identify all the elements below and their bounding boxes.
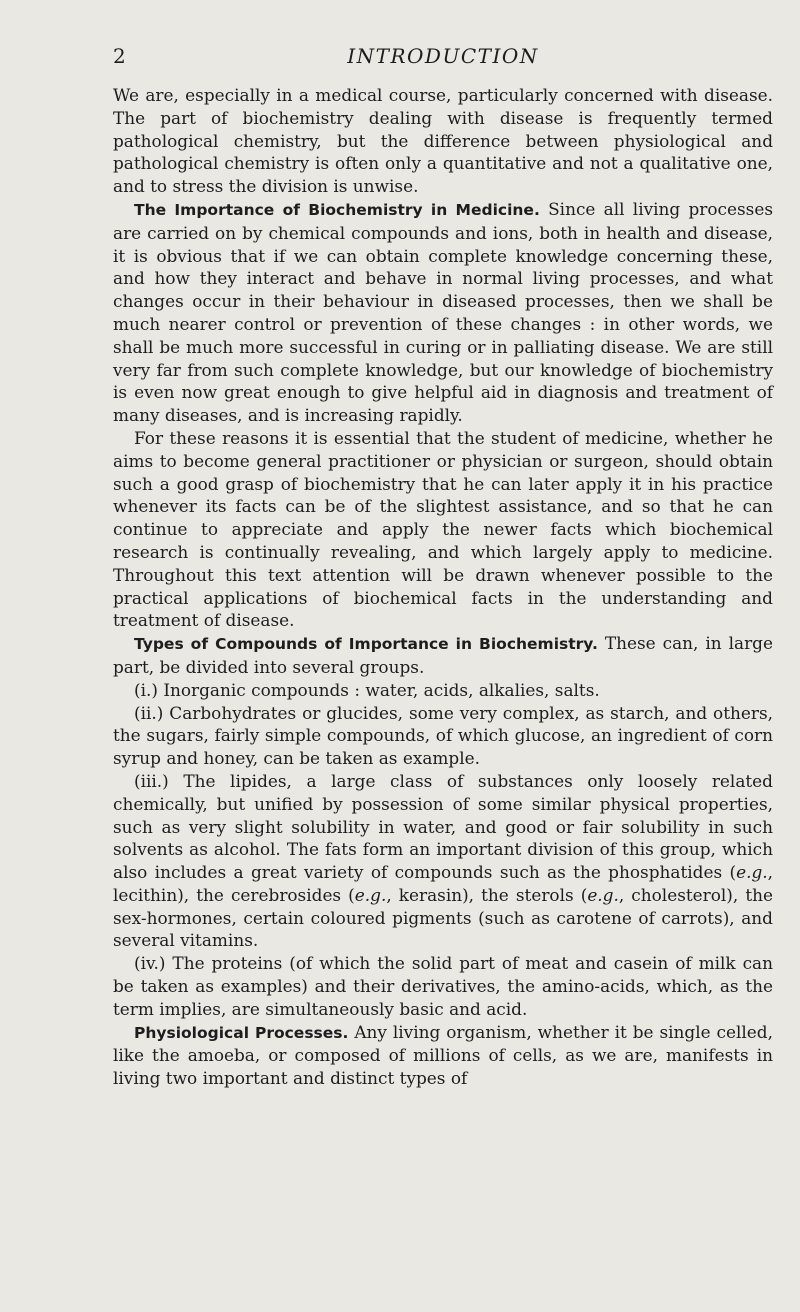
running-title: INTRODUCTION — [347, 44, 539, 68]
paragraph-physiological: Physiological Processes. Any living organism, whether it be single celled, like the amoeba, or composed of millions of cells, as we are, manifests in living two important and distinct types of — [113, 1021, 773, 1089]
section-heading-types: Types of Compounds of Importance in Biochemistry. — [134, 635, 598, 654]
section-heading-physiological: Physiological Processes. — [134, 1023, 349, 1042]
paragraph-reasons: For these reasons it is essential that the student of medicine, whether he aims to become general practitioner or physician or surgeon, should obtain such a good grasp of biochemistry that he can later apply it in his practice whenever its facts can be of the slightest assistance, and so that he can continue to appreciate and apply the newer facts which biochemical research is continually revealing, and which largely apply to medicine. Throughout this text attention will be drawn whenever possible to the practical applications of biochemical facts in the understanding and treatment of disease. — [113, 427, 773, 631]
list-item-carbohydrates: (ii.) Carbohydrates or glucides, some very complex, as starch, and others, the sugars, fairly simple compounds, of which glucose, an ingredient of corn syrup and honey, can be taken as example. — [113, 702, 773, 769]
page-number: 2 — [113, 44, 127, 68]
list-item-inorganic: (i.) Inorganic compounds : water, acids, alkalies, salts. — [134, 679, 600, 700]
body-text — [113, 84, 773, 1090]
paragraph-importance: The Importance of Biochemistry in Medicine. Since all living processes are carried on by chemical compounds and ions, both in health and disease, it is obvious that if we can obtain complete knowledge concerning these, and how they interact and behave in normal living processes, and what changes occur in their behaviour in diseased processes, then we shall be much nearer control or prevention of these changes : in other words, we shall be much more successful in curing or in palliating disease. We are still very far from such complete knowledge, but our knowledge of biochemistry is even now great enough to give helpful aid in diagnosis and treatment of many diseases, and is increasing rapidly. — [113, 198, 774, 426]
page-header — [113, 44, 773, 72]
list-item-proteins: (iv.) The proteins (of which the solid part of meat and casein of milk can be taken as examples) and their derivatives, the amino-acids, which, as the term implies, are simultaneously basic and acid. — [113, 953, 773, 1019]
section-heading-importance: The Importance of Biochemistry in Medicine. — [134, 200, 540, 219]
list-item-lipides: (iii.) The lipides, a large class of substances only loosely related chemically, but unified by possession of some similar physical properties, such as very slight solubility in water, and good or fair solubility in such solvents as alcohol. The fats form an important division of this group, which also includes a great variety of compounds such as the phosphatides (e.g., lecithin), the cerebrosides (e.g., kerasin), the sterols (e.g., cholesterol), the sex-hormones, certain coloured pigments (such as carotene of carrots), and several vitamins. — [113, 770, 774, 951]
paragraph-types: Types of Compounds of Importance in Biochemistry. These can, in large part, be divided into several groups. — [113, 633, 773, 677]
paragraph-disease: We are, especially in a medical course, particularly concerned with disease. The part of biochemistry dealing with disease is frequently termed pathological chemistry, but the difference between physiological and pathological chemistry is often only a quantitative and not a qualitative one, and to stress the division is unwise. — [113, 85, 773, 197]
